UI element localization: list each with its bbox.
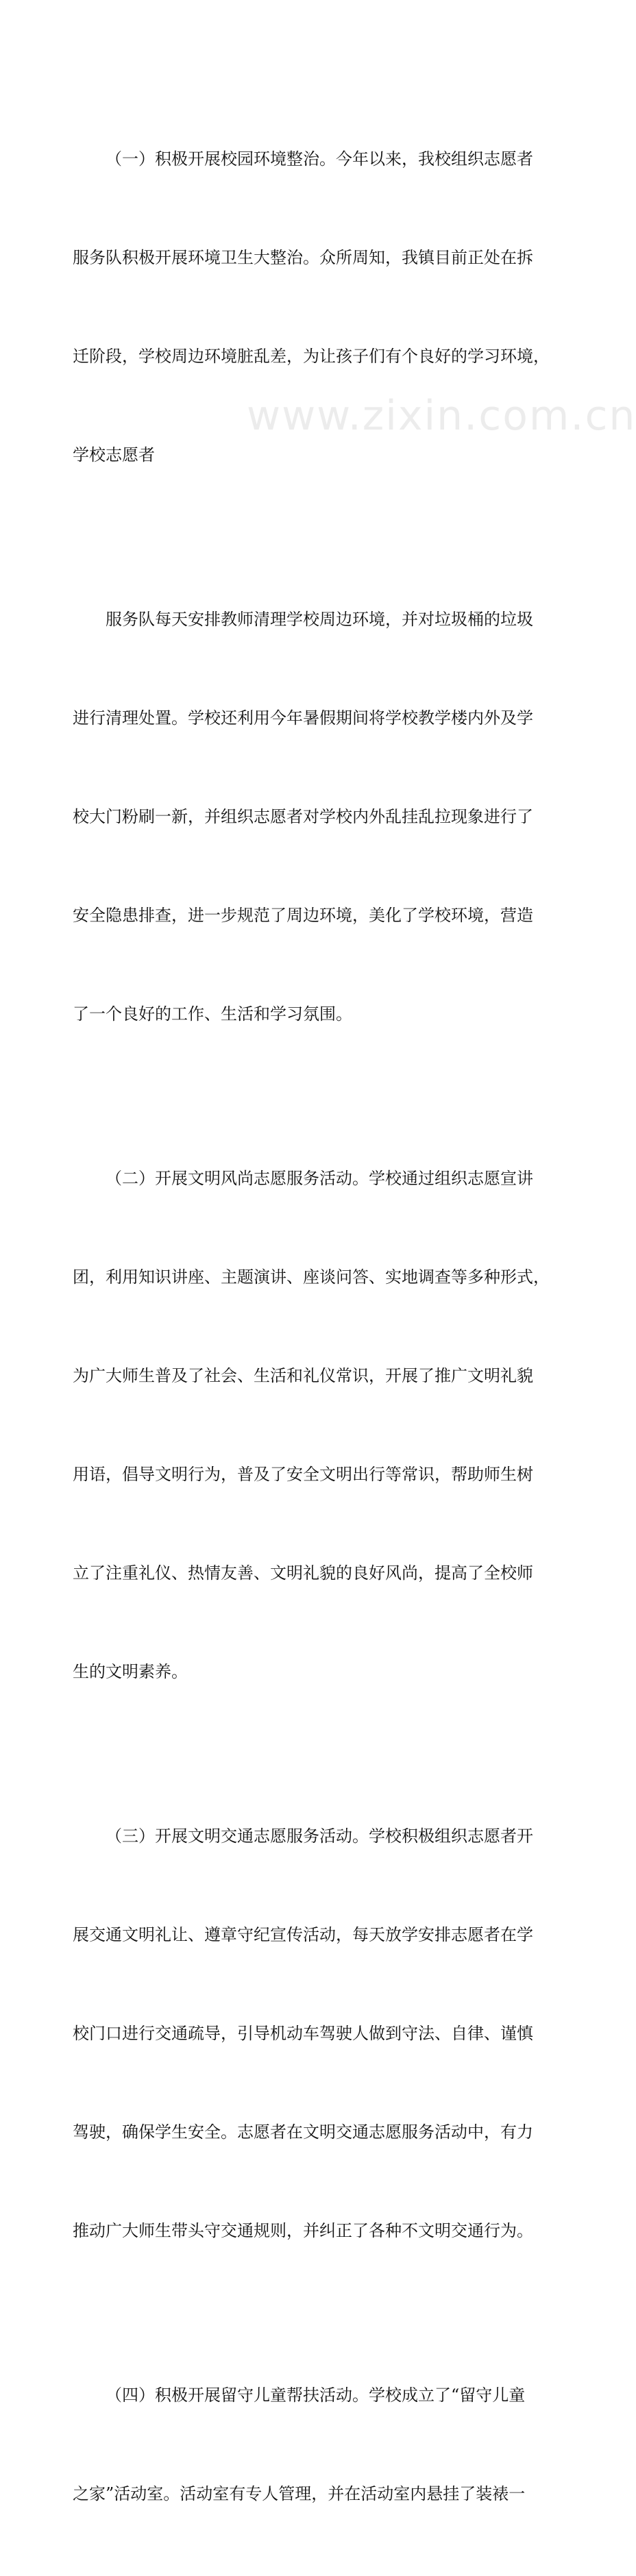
- text-line: 之家”活动室。活动室有专人管理，并在活动室内悬挂了装裱一: [73, 2484, 526, 2503]
- text-line: 学校志愿者: [73, 445, 155, 465]
- text-line: 校门口进行交通疏导，引导机动车驾驶人做到守法、自律、谨慎: [73, 2024, 533, 2043]
- text-line: 展交通文明礼让、遵章守纪宣传活动，每天放学安排志愿者在学: [73, 1925, 533, 1944]
- text-line: 安全隐患排查，进一步规范了周边环境，美化了学校环境，营造: [73, 906, 533, 925]
- text-line: 服务队积极开展环境卫生大整治。众所周知，我镇目前正处在拆: [73, 248, 533, 267]
- text-line: 用语，倡导文明行为，普及了安全文明出行等常识，帮助师生树: [73, 1465, 533, 1484]
- text-line: （三）开展文明交通志愿服务活动。学校积极组织志愿者开: [106, 1826, 533, 1846]
- paragraph-5: [73, 2313, 552, 2576]
- paragraph-1: [73, 77, 552, 537]
- paragraph-4: [73, 1754, 552, 2313]
- paragraph-3: [73, 1096, 552, 1754]
- text-line: 迁阶段，学校周边环境脏乱差，为让孩子们有个良好的学习环境，: [73, 347, 550, 366]
- watermark-text: www.zixin.com.cn: [247, 392, 636, 440]
- text-line: 推动广大师生带头守交通规则，并纠正了各种不文明交通行为。: [73, 2221, 533, 2240]
- text-line: 进行清理处置。学校还利用今年暑假期间将学校教学楼内外及学: [73, 708, 533, 728]
- text-line: 为广大师生普及了社会、生活和礼仪常识，开展了推广文明礼貌: [73, 1366, 533, 1385]
- text-line: 立了注重礼仪、热情友善、文明礼貌的良好风尚，提高了全校师: [73, 1563, 533, 1583]
- text-line: 驾驶，确保学生安全。志愿者在文明交通志愿服务活动中，有力: [73, 2122, 533, 2142]
- paragraph-2: [73, 537, 552, 1096]
- text-line: 了一个良好的工作、生活和学习氛围。: [73, 1004, 352, 1024]
- text-line: （二）开展文明风尚志愿服务活动。学校通过组织志愿宣讲: [106, 1169, 533, 1188]
- text-line: （四）积极开展留守儿童帮扶活动。学校成立了“留守儿童: [106, 2386, 526, 2405]
- text-line: （一）积极开展校园环境整治。今年以来，我校组织志愿者: [106, 149, 533, 169]
- document-body: [73, 77, 552, 2576]
- text-line: 生的文明素养。: [73, 1662, 188, 1681]
- text-line: 校大门粉刷一新，并组织志愿者对学校内外乱挂乱拉现象进行了: [73, 807, 533, 826]
- text-line: 团，利用知识讲座、主题演讲、座谈问答、实地调查等多种形式，: [73, 1267, 550, 1287]
- text-line: 服务队每天安排教师清理学校周边环境，并对垃圾桶的垃圾: [106, 610, 533, 629]
